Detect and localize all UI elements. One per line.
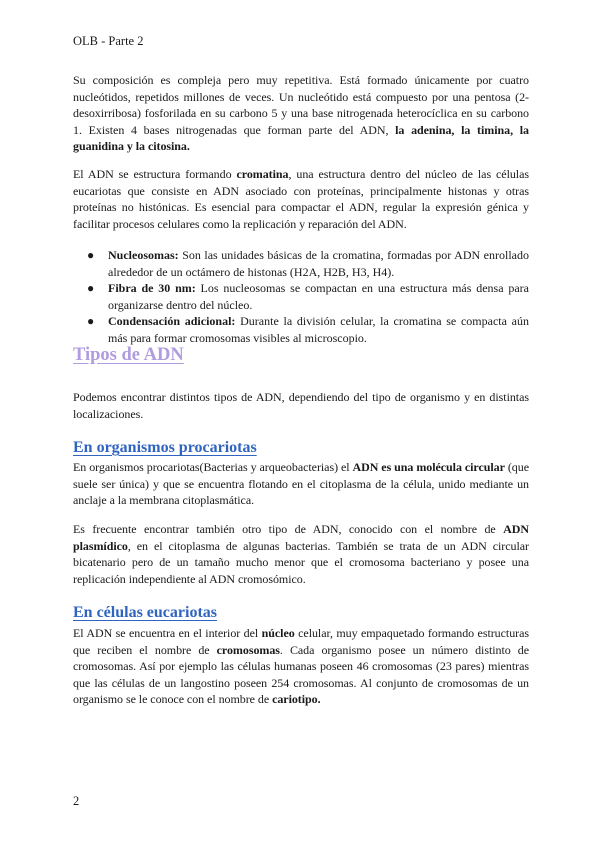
heading-procariotas: En organismos procariotas [73, 439, 257, 456]
heading-eucariotas: En células eucariotas [73, 604, 217, 621]
paragraph-plasmid-dna: Es frecuente encontrar también otro tipo de ADN, conocido con el nombre de ADN plasmídico, en el citoplasma de algunas bacterias. También se trata de un ADN circular bicatenario pero de un tamaño mucho menor que el cromosoma bacteriano y posee una replicación independiente al ADN cromosómico. [73, 522, 529, 586]
chromatin-bullet-list [73, 247, 529, 347]
page-number: 2 [73, 794, 80, 808]
bold-cromatina: cromatina [236, 167, 289, 181]
bullet-icon: ● [87, 248, 95, 262]
heading-tipos-de-adn: Tipos de ADN [73, 345, 184, 365]
paragraph-eukaryote-dna: El ADN se encuentra en el interior del núcleo celular, muy empaquetado formando estructuras que reciben el nombre de cromosomas. Cada organismo posee un número distinto de cromosomas. Así por ejemplo las células humanas poseen 46 cromosomas (23 pares) mientras que las células de un langostino poseen 254 cromosomas. Al conjunto de cromosomas de un organismo se le conoce con el nombre de cariotipo. [73, 626, 529, 707]
bullet-icon: ● [87, 281, 95, 296]
bullet-icon: ● [87, 314, 95, 329]
page-header: OLB - Parte 2 [73, 34, 144, 48]
list-item: ● Fibra de 30 nm: Los nucleosomas se compactan en una estructura más densa para organizarse dentro del núcleo. [87, 281, 529, 312]
paragraph-prokaryote-dna: En organismos procariotas(Bacterias y arqueobacterias) el ADN es una molécula circular (que suele ser única) y que se encuentra flotando en el citoplasma de la célula, unido mediante un anclaje a la membrana citoplasmática. [73, 460, 529, 508]
bold-bases: la adenina, la timina, la guanidina y la citosina. [73, 122, 529, 154]
paragraph-dna-composition: Su composición es compleja pero muy repetitiva. Está formado únicamente por cuatro nucleótidos, repetidos millones de veces. Un nucleótido está compuesto por una pentosa (2-desoxirribosa) fosforilada en su carbono 5 y una base nitrogenada heterocíclica en su carbono 1. Existen 4 bases nitrogenadas que forman parte del ADN, la adenina, la timina, la guanidina y la citosina. [73, 73, 529, 154]
list-item: ● Condensación adicional: Durante la división celular, la cromatina se compacta aún más para formar cromosomas visibles al microscopio. [87, 314, 529, 345]
list-item: ● Nucleosomas: Son las unidades básicas de la cromatina, formadas por ADN enrollado alrededor de un octámero de histonas (H2A, H2B, H3, H4). [87, 248, 529, 279]
paragraph-chromatin: El ADN se estructura formando cromatina, una estructura dentro del núcleo de las células eucariotas que consiste en ADN asociado con proteínas, principalmente histonas y otras proteínas no histónicas. Es esencial para compactar el ADN, regular la expresión génica y facilitar procesos celulares como la replicación y reparación del ADN. [73, 167, 529, 231]
paragraph-intro-types: Podemos encontrar distintos tipos de ADN, dependiendo del tipo de organismo y en distintas localizaciones. [73, 390, 529, 421]
